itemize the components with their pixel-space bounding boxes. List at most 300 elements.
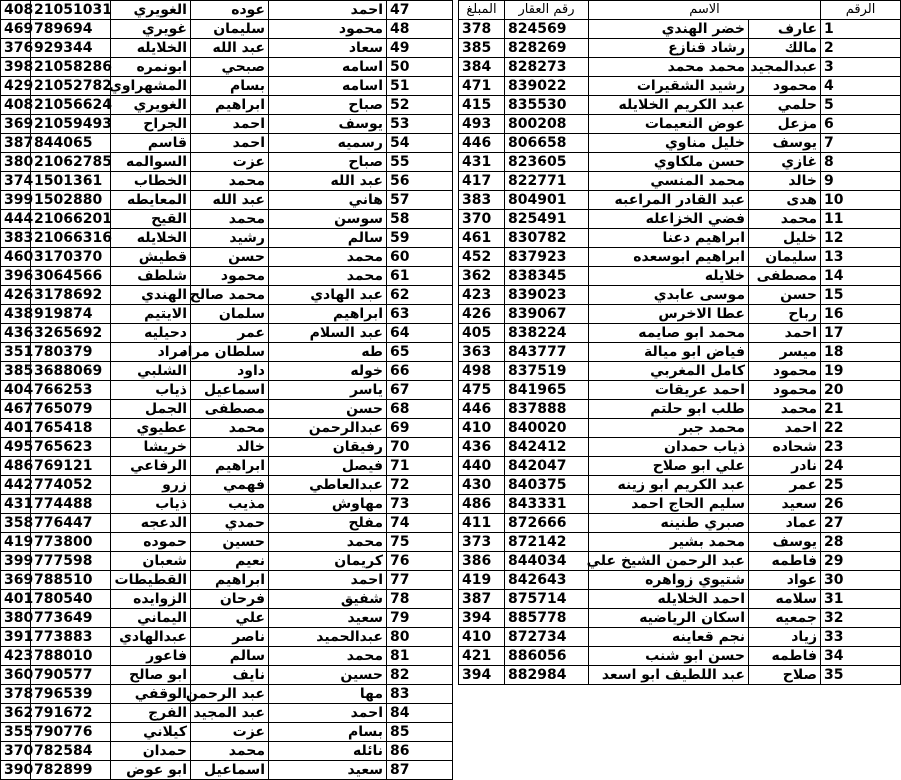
- row-index-cell: 34: [821, 647, 901, 666]
- first-name-cell: سعيد: [269, 761, 387, 780]
- row-index-cell: 78: [387, 590, 453, 609]
- father-name-cell: عبد الله: [191, 39, 269, 58]
- father-name-cell: اسماعيل: [191, 381, 269, 400]
- amount-cell: 369: [1, 115, 31, 134]
- table-row: [459, 77, 901, 96]
- amount-cell: 423: [1, 647, 31, 666]
- row-index-cell: 33: [821, 628, 901, 647]
- table-row: [459, 495, 901, 514]
- first-name-cell: فيصل: [269, 457, 387, 476]
- row-index-cell: 60: [387, 248, 453, 267]
- first-name-cell: مزعل: [749, 115, 821, 134]
- first-name-cell: بسام: [269, 723, 387, 742]
- property-no-cell: 3688069: [31, 362, 111, 381]
- first-name-cell: مفلح: [269, 514, 387, 533]
- family-name-cell: ابونمره: [111, 58, 191, 77]
- property-no-cell: 822771: [505, 172, 589, 191]
- family-name-cell: الايتيم: [111, 305, 191, 324]
- father-name-cell: محمد: [191, 172, 269, 191]
- table-row: [1, 191, 453, 210]
- property-no-cell: 3178692: [31, 286, 111, 305]
- family-name-cell: حسن ملكاوي: [589, 153, 749, 172]
- property-no-cell: 875714: [505, 590, 589, 609]
- family-name-cell: حمدان: [111, 742, 191, 761]
- row-index-cell: 57: [387, 191, 453, 210]
- amount-cell: 399: [1, 552, 31, 571]
- row-index-cell: 5: [821, 96, 901, 115]
- table-row: [1, 533, 453, 552]
- family-name-cell: المعايطه: [111, 191, 191, 210]
- father-name-cell: ابراهيم: [191, 96, 269, 115]
- row-index-cell: 77: [387, 571, 453, 590]
- property-no-cell: 765079: [31, 400, 111, 419]
- family-name-cell: رشاد قنازع: [589, 39, 749, 58]
- property-no-cell: 886056: [505, 647, 589, 666]
- amount-cell: 405: [459, 324, 505, 343]
- family-name-cell: عوض النعيمات: [589, 115, 749, 134]
- table-row: [1, 628, 453, 647]
- property-no-cell: 828273: [505, 58, 589, 77]
- property-no-cell: 773883: [31, 628, 111, 647]
- amount-cell: 384: [459, 58, 505, 77]
- amount-cell: 471: [459, 77, 505, 96]
- row-index-cell: 50: [387, 58, 453, 77]
- row-index-cell: 51: [387, 77, 453, 96]
- property-no-cell: 837519: [505, 362, 589, 381]
- row-index-cell: 59: [387, 229, 453, 248]
- property-no-cell: 782899: [31, 761, 111, 780]
- amount-cell: 423: [459, 286, 505, 305]
- family-name-cell: محمد محمد: [589, 58, 749, 77]
- row-index-cell: 25: [821, 476, 901, 495]
- father-name-cell: اسماعيل: [191, 761, 269, 780]
- family-name-cell: الزوايده: [111, 590, 191, 609]
- father-name-cell: محمد: [191, 210, 269, 229]
- amount-cell: 363: [459, 343, 505, 362]
- property-no-cell: 842047: [505, 457, 589, 476]
- family-name-cell: مراد: [111, 343, 191, 362]
- row-index-cell: 61: [387, 267, 453, 286]
- property-no-cell: 841965: [505, 381, 589, 400]
- property-no-cell: 3170370: [31, 248, 111, 267]
- amount-cell: 446: [459, 134, 505, 153]
- father-name-cell: رشيد: [191, 229, 269, 248]
- property-no-cell: 872734: [505, 628, 589, 647]
- table-row: [459, 647, 901, 666]
- property-no-cell: 840375: [505, 476, 589, 495]
- father-name-cell: داود: [191, 362, 269, 381]
- first-name-cell: ياسر: [269, 381, 387, 400]
- property-no-cell: 21052782: [31, 77, 111, 96]
- first-name-cell: محمد: [269, 248, 387, 267]
- father-name-cell: خالد: [191, 438, 269, 457]
- property-no-cell: 774488: [31, 495, 111, 514]
- amount-cell: 385: [459, 39, 505, 58]
- father-name-cell: عزت: [191, 723, 269, 742]
- row-index-cell: 54: [387, 134, 453, 153]
- family-name-cell: غويري: [111, 20, 191, 39]
- amount-cell: 444: [1, 210, 31, 229]
- first-name-cell: نادر: [749, 457, 821, 476]
- family-name-cell: قاسم: [111, 134, 191, 153]
- family-name-cell: الخطاب: [111, 172, 191, 191]
- amount-cell: 399: [1, 191, 31, 210]
- first-name-cell: احمد: [749, 419, 821, 438]
- first-name-cell: محمد: [749, 210, 821, 229]
- property-no-cell: 839023: [505, 286, 589, 305]
- property-no-cell: 804901: [505, 191, 589, 210]
- property-no-cell: 838345: [505, 267, 589, 286]
- family-name-cell: فضي الخزاعله: [589, 210, 749, 229]
- amount-cell: 486: [459, 495, 505, 514]
- amount-cell: 410: [459, 419, 505, 438]
- first-name-cell: عبدالمجيد: [749, 58, 821, 77]
- first-name-cell: صباح: [269, 96, 387, 115]
- first-name-cell: سليمان: [749, 248, 821, 267]
- first-name-cell: سلامه: [749, 590, 821, 609]
- row-index-cell: 11: [821, 210, 901, 229]
- row-index-cell: 12: [821, 229, 901, 248]
- amount-cell: 426: [459, 305, 505, 324]
- table-row: [1, 77, 453, 96]
- right-beneficiaries-table: [458, 0, 901, 685]
- row-index-cell: 29: [821, 552, 901, 571]
- family-name-cell: زرو: [111, 476, 191, 495]
- amount-cell: 469: [1, 20, 31, 39]
- amount-cell: 369: [1, 571, 31, 590]
- amount-cell: 378: [459, 20, 505, 39]
- row-index-cell: 13: [821, 248, 901, 267]
- family-name-cell: محمد جبر: [589, 419, 749, 438]
- amount-cell: 421: [459, 647, 505, 666]
- family-name-cell: سليم الحاج احمد: [589, 495, 749, 514]
- table-row: [1, 723, 453, 742]
- amount-cell: 387: [1, 134, 31, 153]
- property-no-cell: 21062785: [31, 153, 111, 172]
- row-index-cell: 16: [821, 305, 901, 324]
- family-name-cell: محمد بشير: [589, 533, 749, 552]
- father-name-cell: عبد الرحمن: [191, 685, 269, 704]
- amount-cell: 415: [459, 96, 505, 115]
- father-name-cell: سلطان مراد: [191, 343, 269, 362]
- father-name-cell: حمدي: [191, 514, 269, 533]
- table-row: [459, 20, 901, 39]
- first-name-cell: ابراهيم: [269, 305, 387, 324]
- family-name-cell: شتيوي زواهره: [589, 571, 749, 590]
- amount-cell: 370: [1, 742, 31, 761]
- table-row: [459, 628, 901, 647]
- first-name-cell: عماد: [749, 514, 821, 533]
- row-index-cell: 15: [821, 286, 901, 305]
- table-row: [459, 438, 901, 457]
- property-no-cell: 780540: [31, 590, 111, 609]
- family-name-cell: الشلبي: [111, 362, 191, 381]
- father-name-cell: فرحان: [191, 590, 269, 609]
- amount-cell: 408: [1, 1, 31, 20]
- property-no-cell: 837923: [505, 248, 589, 267]
- table-row: [1, 96, 453, 115]
- family-name-cell: خضر الهندي: [589, 20, 749, 39]
- family-name-cell: ذياب: [111, 381, 191, 400]
- property-no-cell: 872666: [505, 514, 589, 533]
- amount-cell: 355: [1, 723, 31, 742]
- amount-cell: 362: [459, 267, 505, 286]
- table-row: [459, 571, 901, 590]
- property-no-cell: 777598: [31, 552, 111, 571]
- row-index-cell: 74: [387, 514, 453, 533]
- first-name-cell: حسن: [269, 400, 387, 419]
- property-no-cell: 766253: [31, 381, 111, 400]
- table-row: [459, 58, 901, 77]
- table-row: [1, 115, 453, 134]
- father-name-cell: مذيب: [191, 495, 269, 514]
- family-name-cell: حسن ابو شنب: [589, 647, 749, 666]
- family-name-cell: السوالمه: [111, 153, 191, 172]
- row-index-cell: 79: [387, 609, 453, 628]
- row-index-cell: 86: [387, 742, 453, 761]
- father-name-cell: سالم: [191, 647, 269, 666]
- row-index-cell: 49: [387, 39, 453, 58]
- property-no-cell: 765418: [31, 419, 111, 438]
- row-index-cell: 69: [387, 419, 453, 438]
- first-name-cell: فاطمه: [749, 647, 821, 666]
- property-no-cell: 919874: [31, 305, 111, 324]
- first-name-cell: اسامه: [269, 58, 387, 77]
- first-name-cell: عبدالرحمن: [269, 419, 387, 438]
- property-no-cell: 800208: [505, 115, 589, 134]
- property-no-cell: 21058286: [31, 58, 111, 77]
- name-header: الاسم: [589, 1, 821, 20]
- family-name-cell: القطيطات: [111, 571, 191, 590]
- row-index-cell: 65: [387, 343, 453, 362]
- first-name-cell: محمود: [749, 77, 821, 96]
- row-index-cell: 26: [821, 495, 901, 514]
- property-no-cell: 21066316: [31, 229, 111, 248]
- row-index-cell: 10: [821, 191, 901, 210]
- first-name-cell: اسامه: [269, 77, 387, 96]
- table-row: [459, 514, 901, 533]
- family-name-cell: الخلايله: [111, 39, 191, 58]
- amount-cell: 387: [459, 590, 505, 609]
- family-name-cell: الفرج: [111, 704, 191, 723]
- father-name-cell: ابراهيم: [191, 571, 269, 590]
- amount-cell: 498: [459, 362, 505, 381]
- family-name-cell: احمد الخلايله: [589, 590, 749, 609]
- row-index-cell: 14: [821, 267, 901, 286]
- first-name-cell: يوسف: [269, 115, 387, 134]
- amount-cell: 383: [459, 191, 505, 210]
- family-name-cell: الغويري: [111, 1, 191, 20]
- property-no-cell: 1502880: [31, 191, 111, 210]
- row-index-cell: 85: [387, 723, 453, 742]
- table-row: [1, 761, 453, 780]
- family-name-cell: الهندي: [111, 286, 191, 305]
- father-name-cell: فهمي: [191, 476, 269, 495]
- property-no-cell: 872142: [505, 533, 589, 552]
- family-name-cell: الغويري: [111, 96, 191, 115]
- first-name-cell: يوسف: [749, 134, 821, 153]
- first-name-cell: شفيق: [269, 590, 387, 609]
- amount-cell: 431: [1, 495, 31, 514]
- family-name-cell: خريشا: [111, 438, 191, 457]
- first-name-cell: حلمي: [749, 96, 821, 115]
- family-name-cell: كامل المغربي: [589, 362, 749, 381]
- table-row: [459, 229, 901, 248]
- family-name-cell: شلطف: [111, 267, 191, 286]
- family-name-cell: حموده: [111, 533, 191, 552]
- table-row: [459, 153, 901, 172]
- row-index-cell: 80: [387, 628, 453, 647]
- table-header-row: [459, 1, 901, 20]
- father-name-cell: عمر: [191, 324, 269, 343]
- first-name-cell: محمد: [269, 267, 387, 286]
- first-name-cell: هاني: [269, 191, 387, 210]
- table-row: [459, 362, 901, 381]
- amount-cell: 390: [1, 761, 31, 780]
- amount-cell: 411: [459, 514, 505, 533]
- family-name-cell: ذياب حمدان: [589, 438, 749, 457]
- row-index-cell: 22: [821, 419, 901, 438]
- table-row: [1, 1, 453, 20]
- table-row: [459, 172, 901, 191]
- table-row: [459, 343, 901, 362]
- table-row: [1, 495, 453, 514]
- row-index-cell: 9: [821, 172, 901, 191]
- first-name-cell: احمد: [269, 1, 387, 20]
- table-row: [459, 267, 901, 286]
- table-row: [459, 590, 901, 609]
- first-name-cell: حسن: [749, 286, 821, 305]
- amount-cell: 419: [1, 533, 31, 552]
- property-no-cell: 796539: [31, 685, 111, 704]
- family-name-cell: عبد الكريم ابو زينه: [589, 476, 749, 495]
- father-name-cell: ناصر: [191, 628, 269, 647]
- table-row: [1, 590, 453, 609]
- father-name-cell: سليمان: [191, 20, 269, 39]
- table-row: [1, 324, 453, 343]
- property-no-cell: 839067: [505, 305, 589, 324]
- row-index-cell: 63: [387, 305, 453, 324]
- property-no-header: رقم العقار: [505, 1, 589, 20]
- first-name-cell: احمد: [749, 324, 821, 343]
- family-name-cell: الوقفي: [111, 685, 191, 704]
- family-name-cell: دحيليه: [111, 324, 191, 343]
- amount-cell: 378: [1, 685, 31, 704]
- row-index-cell: 55: [387, 153, 453, 172]
- row-index-cell: 21: [821, 400, 901, 419]
- row-index-cell: 32: [821, 609, 901, 628]
- property-no-cell: 837888: [505, 400, 589, 419]
- father-name-cell: حسين: [191, 533, 269, 552]
- row-index-cell: 19: [821, 362, 901, 381]
- amount-cell: 374: [1, 172, 31, 191]
- amount-cell: 398: [1, 58, 31, 77]
- table-row: [1, 685, 453, 704]
- index-header: الرقم: [821, 1, 901, 20]
- row-index-cell: 81: [387, 647, 453, 666]
- property-no-cell: 769121: [31, 457, 111, 476]
- property-no-cell: 824569: [505, 20, 589, 39]
- table-row: [1, 153, 453, 172]
- row-index-cell: 17: [821, 324, 901, 343]
- amount-cell: 360: [1, 666, 31, 685]
- first-name-cell: سعيد: [749, 495, 821, 514]
- table-row: [1, 134, 453, 153]
- first-name-cell: صباح: [269, 153, 387, 172]
- first-name-cell: سعاد: [269, 39, 387, 58]
- family-name-cell: عبد اللطيف ابو اسعد: [589, 666, 749, 685]
- father-name-cell: احمد: [191, 115, 269, 134]
- table-row: [459, 552, 901, 571]
- table-row: [459, 248, 901, 267]
- father-name-cell: عزت: [191, 153, 269, 172]
- table-row: [1, 457, 453, 476]
- amount-cell: 410: [459, 628, 505, 647]
- property-no-cell: 21056624: [31, 96, 111, 115]
- property-no-cell: 843331: [505, 495, 589, 514]
- property-no-cell: 830782: [505, 229, 589, 248]
- table-row: [1, 609, 453, 628]
- table-row: [459, 286, 901, 305]
- row-index-cell: 58: [387, 210, 453, 229]
- family-name-cell: عطا الاخرس: [589, 305, 749, 324]
- family-name-cell: علي ابو صلاح: [589, 457, 749, 476]
- first-name-cell: مالك: [749, 39, 821, 58]
- amount-cell: 467: [1, 400, 31, 419]
- amount-cell: 417: [459, 172, 505, 191]
- row-index-cell: 52: [387, 96, 453, 115]
- property-no-cell: 788510: [31, 571, 111, 590]
- amount-cell: 419: [459, 571, 505, 590]
- row-index-cell: 83: [387, 685, 453, 704]
- amount-cell: 429: [1, 77, 31, 96]
- first-name-cell: نائله: [269, 742, 387, 761]
- table-row: [1, 419, 453, 438]
- row-index-cell: 64: [387, 324, 453, 343]
- father-name-cell: محمود: [191, 267, 269, 286]
- table-row: [1, 571, 453, 590]
- first-name-cell: كريمان: [269, 552, 387, 571]
- first-name-cell: ميسر: [749, 343, 821, 362]
- amount-cell: 380: [1, 153, 31, 172]
- family-name-cell: موسى عابدي: [589, 286, 749, 305]
- amount-cell: 426: [1, 286, 31, 305]
- father-name-cell: محمد: [191, 742, 269, 761]
- first-name-cell: عواد: [749, 571, 821, 590]
- property-no-cell: 843777: [505, 343, 589, 362]
- property-no-cell: 839022: [505, 77, 589, 96]
- amount-header: المبلغ: [459, 1, 505, 20]
- father-name-cell: صبحي: [191, 58, 269, 77]
- first-name-cell: شحاده: [749, 438, 821, 457]
- property-no-cell: 790577: [31, 666, 111, 685]
- row-index-cell: 68: [387, 400, 453, 419]
- amount-cell: 436: [1, 324, 31, 343]
- row-index-cell: 62: [387, 286, 453, 305]
- first-name-cell: يوسف: [749, 533, 821, 552]
- table-row: [1, 514, 453, 533]
- row-index-cell: 20: [821, 381, 901, 400]
- first-name-cell: محمد: [749, 400, 821, 419]
- table-row: [459, 609, 901, 628]
- amount-cell: 461: [459, 229, 505, 248]
- first-name-cell: جمعيه: [749, 609, 821, 628]
- first-name-cell: غازي: [749, 153, 821, 172]
- table-row: [459, 191, 901, 210]
- table-row: [459, 210, 901, 229]
- table-row: [459, 305, 901, 324]
- property-no-cell: 21051031: [31, 1, 111, 20]
